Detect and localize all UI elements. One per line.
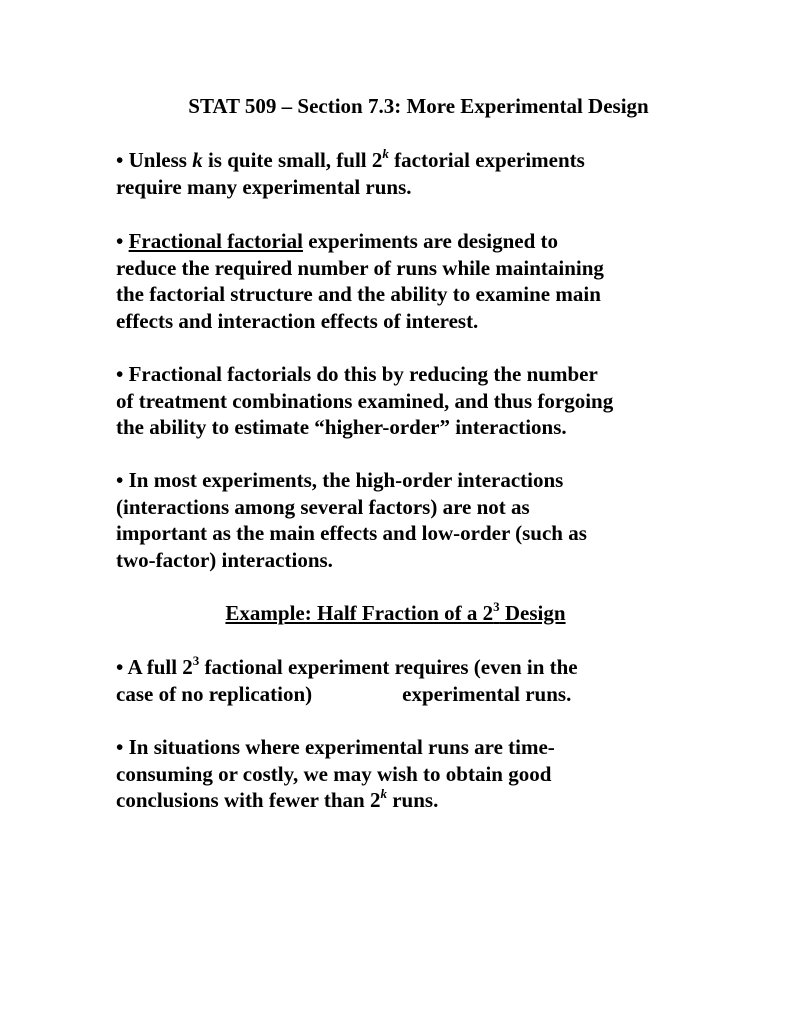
p5-pre: • A full 2: [116, 655, 193, 679]
example-heading-inner: [225, 601, 565, 625]
page-title: STAT 509 – Section 7.3: More Experimental Design: [188, 94, 649, 118]
p4-line3: important as the main effects and low-order (such as: [116, 521, 587, 545]
p1-line1: [116, 147, 696, 174]
paragraph-full-factorial: [116, 147, 696, 200]
p6-line3-sup-k: k: [380, 786, 387, 801]
p2-term-underlined: Fractional factorial: [128, 229, 303, 253]
paragraph-full-factional: [116, 654, 696, 707]
p6-line3post: runs.: [386, 788, 439, 812]
p5-rest: factional experiment requires (even in the: [199, 655, 578, 679]
p4-line2: (interactions among several factors) are not as: [116, 494, 530, 519]
example-post: Design: [499, 601, 566, 625]
p2-line4: effects and interaction effects of interest.: [116, 308, 479, 333]
example-heading: [0, 600, 791, 626]
p4-line4: two-factor) interactions.: [116, 547, 333, 572]
p3-line2: of treatment combinations examined, and thus forgoing: [116, 388, 614, 413]
p6-line3: [116, 787, 696, 814]
p1-bullet-text: • Unless: [116, 148, 193, 172]
p6-line1: • In situations where experimental runs are time-: [116, 735, 555, 759]
paragraph-fractional-factorial: [116, 228, 696, 334]
p2-rest-text: experiments are designed to: [302, 229, 559, 253]
p2-line2: reduce the required number of runs while maintaining: [116, 255, 604, 280]
p1-rest-text: factorial experiments: [388, 148, 585, 172]
paragraph-high-order: [116, 467, 696, 573]
p5-line2a: case of no replication): [116, 681, 313, 706]
p5-line1: [116, 654, 696, 681]
p1-superscript-k: k: [382, 146, 389, 161]
p6-line2: consuming or costly, we may wish to obtain good: [116, 761, 552, 786]
p2-bullet: •: [116, 229, 129, 253]
example-sup: 3: [493, 599, 500, 614]
p1-k-italic: k: [192, 148, 203, 172]
paragraph-time-consuming: [116, 734, 696, 814]
p1-line2: require many experimental runs.: [116, 174, 412, 199]
p5-sup: 3: [192, 653, 200, 668]
p1-mid-text: is quite small, full 2: [202, 148, 383, 172]
p5-line2b: experimental runs.: [402, 681, 572, 706]
example-pre: Example: Half Fraction of a 2: [225, 601, 494, 625]
p6-line3pre: conclusions with fewer than 2: [116, 788, 381, 812]
p4-line1: • In most experiments, the high-order interactions: [116, 468, 564, 492]
p5-line2: [116, 681, 696, 708]
p3-line1: • Fractional factorials do this by reducing the number: [116, 362, 598, 386]
p3-line3: the ability to estimate “higher-order” interactions.: [116, 415, 567, 439]
paragraph-reducing-number: [116, 361, 696, 441]
p2-line1: [116, 228, 696, 255]
p2-line3: the factorial structure and the ability to examine main: [116, 282, 601, 306]
